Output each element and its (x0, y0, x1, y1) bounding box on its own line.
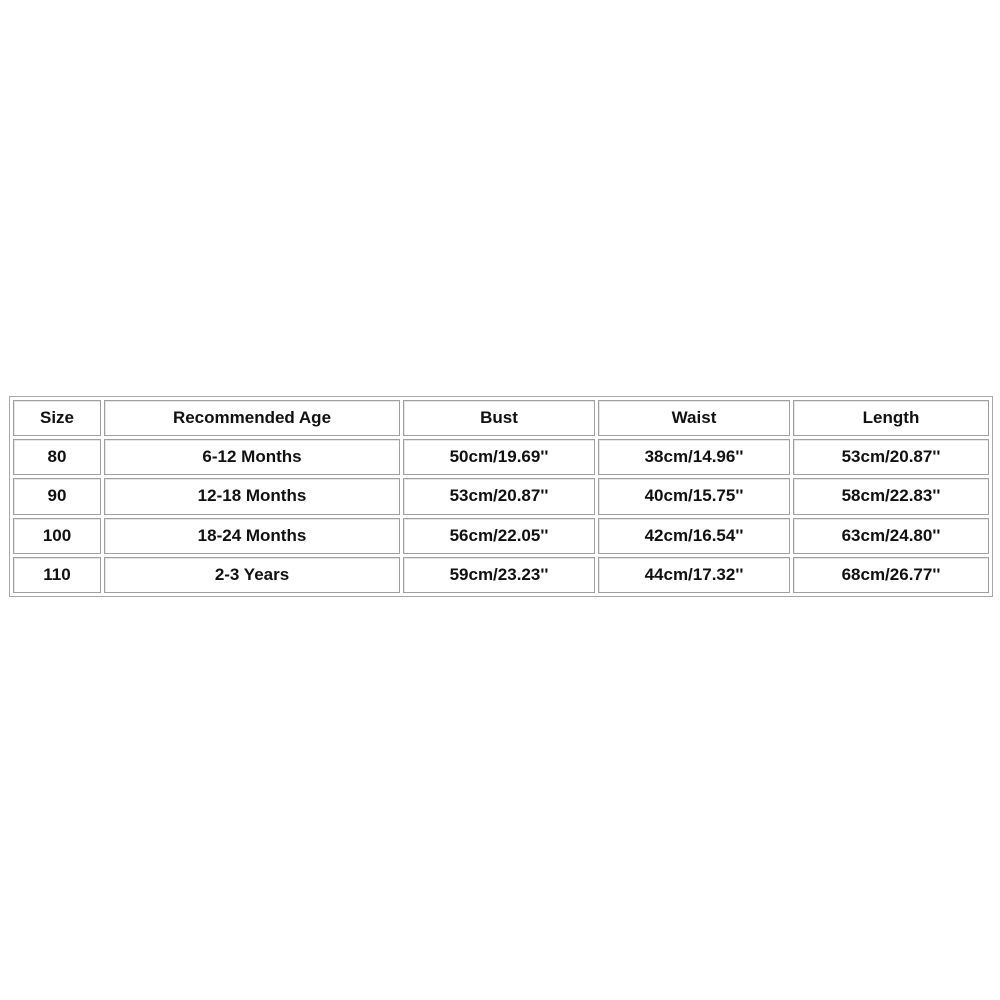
cell-size: 100 (13, 518, 101, 554)
header-length: Length (793, 400, 989, 436)
cell-waist: 42cm/16.54'' (598, 518, 790, 554)
cell-waist: 40cm/15.75'' (598, 478, 790, 514)
cell-length: 58cm/22.83'' (793, 478, 989, 514)
cell-waist: 44cm/17.32'' (598, 557, 790, 593)
cell-recommended-age: 18-24 Months (104, 518, 400, 554)
cell-size: 110 (13, 557, 101, 593)
header-waist: Waist (598, 400, 790, 436)
cell-bust: 50cm/19.69'' (403, 439, 595, 475)
cell-length: 53cm/20.87'' (793, 439, 989, 475)
cell-length: 68cm/26.77'' (793, 557, 989, 593)
header-size: Size (13, 400, 101, 436)
cell-waist: 38cm/14.96'' (598, 439, 790, 475)
cell-recommended-age: 6-12 Months (104, 439, 400, 475)
table-row (13, 518, 989, 554)
header-bust: Bust (403, 400, 595, 436)
table-header-row (13, 400, 989, 436)
cell-recommended-age: 2-3 Years (104, 557, 400, 593)
cell-bust: 56cm/22.05'' (403, 518, 595, 554)
cell-recommended-age: 12-18 Months (104, 478, 400, 514)
table-row (13, 439, 989, 475)
header-recommended-age: Recommended Age (104, 400, 400, 436)
cell-length: 63cm/24.80'' (793, 518, 989, 554)
cell-size: 90 (13, 478, 101, 514)
size-chart-table (9, 396, 993, 597)
cell-bust: 53cm/20.87'' (403, 478, 595, 514)
table-row (13, 557, 989, 593)
cell-bust: 59cm/23.23'' (403, 557, 595, 593)
cell-size: 80 (13, 439, 101, 475)
table-row (13, 478, 989, 514)
